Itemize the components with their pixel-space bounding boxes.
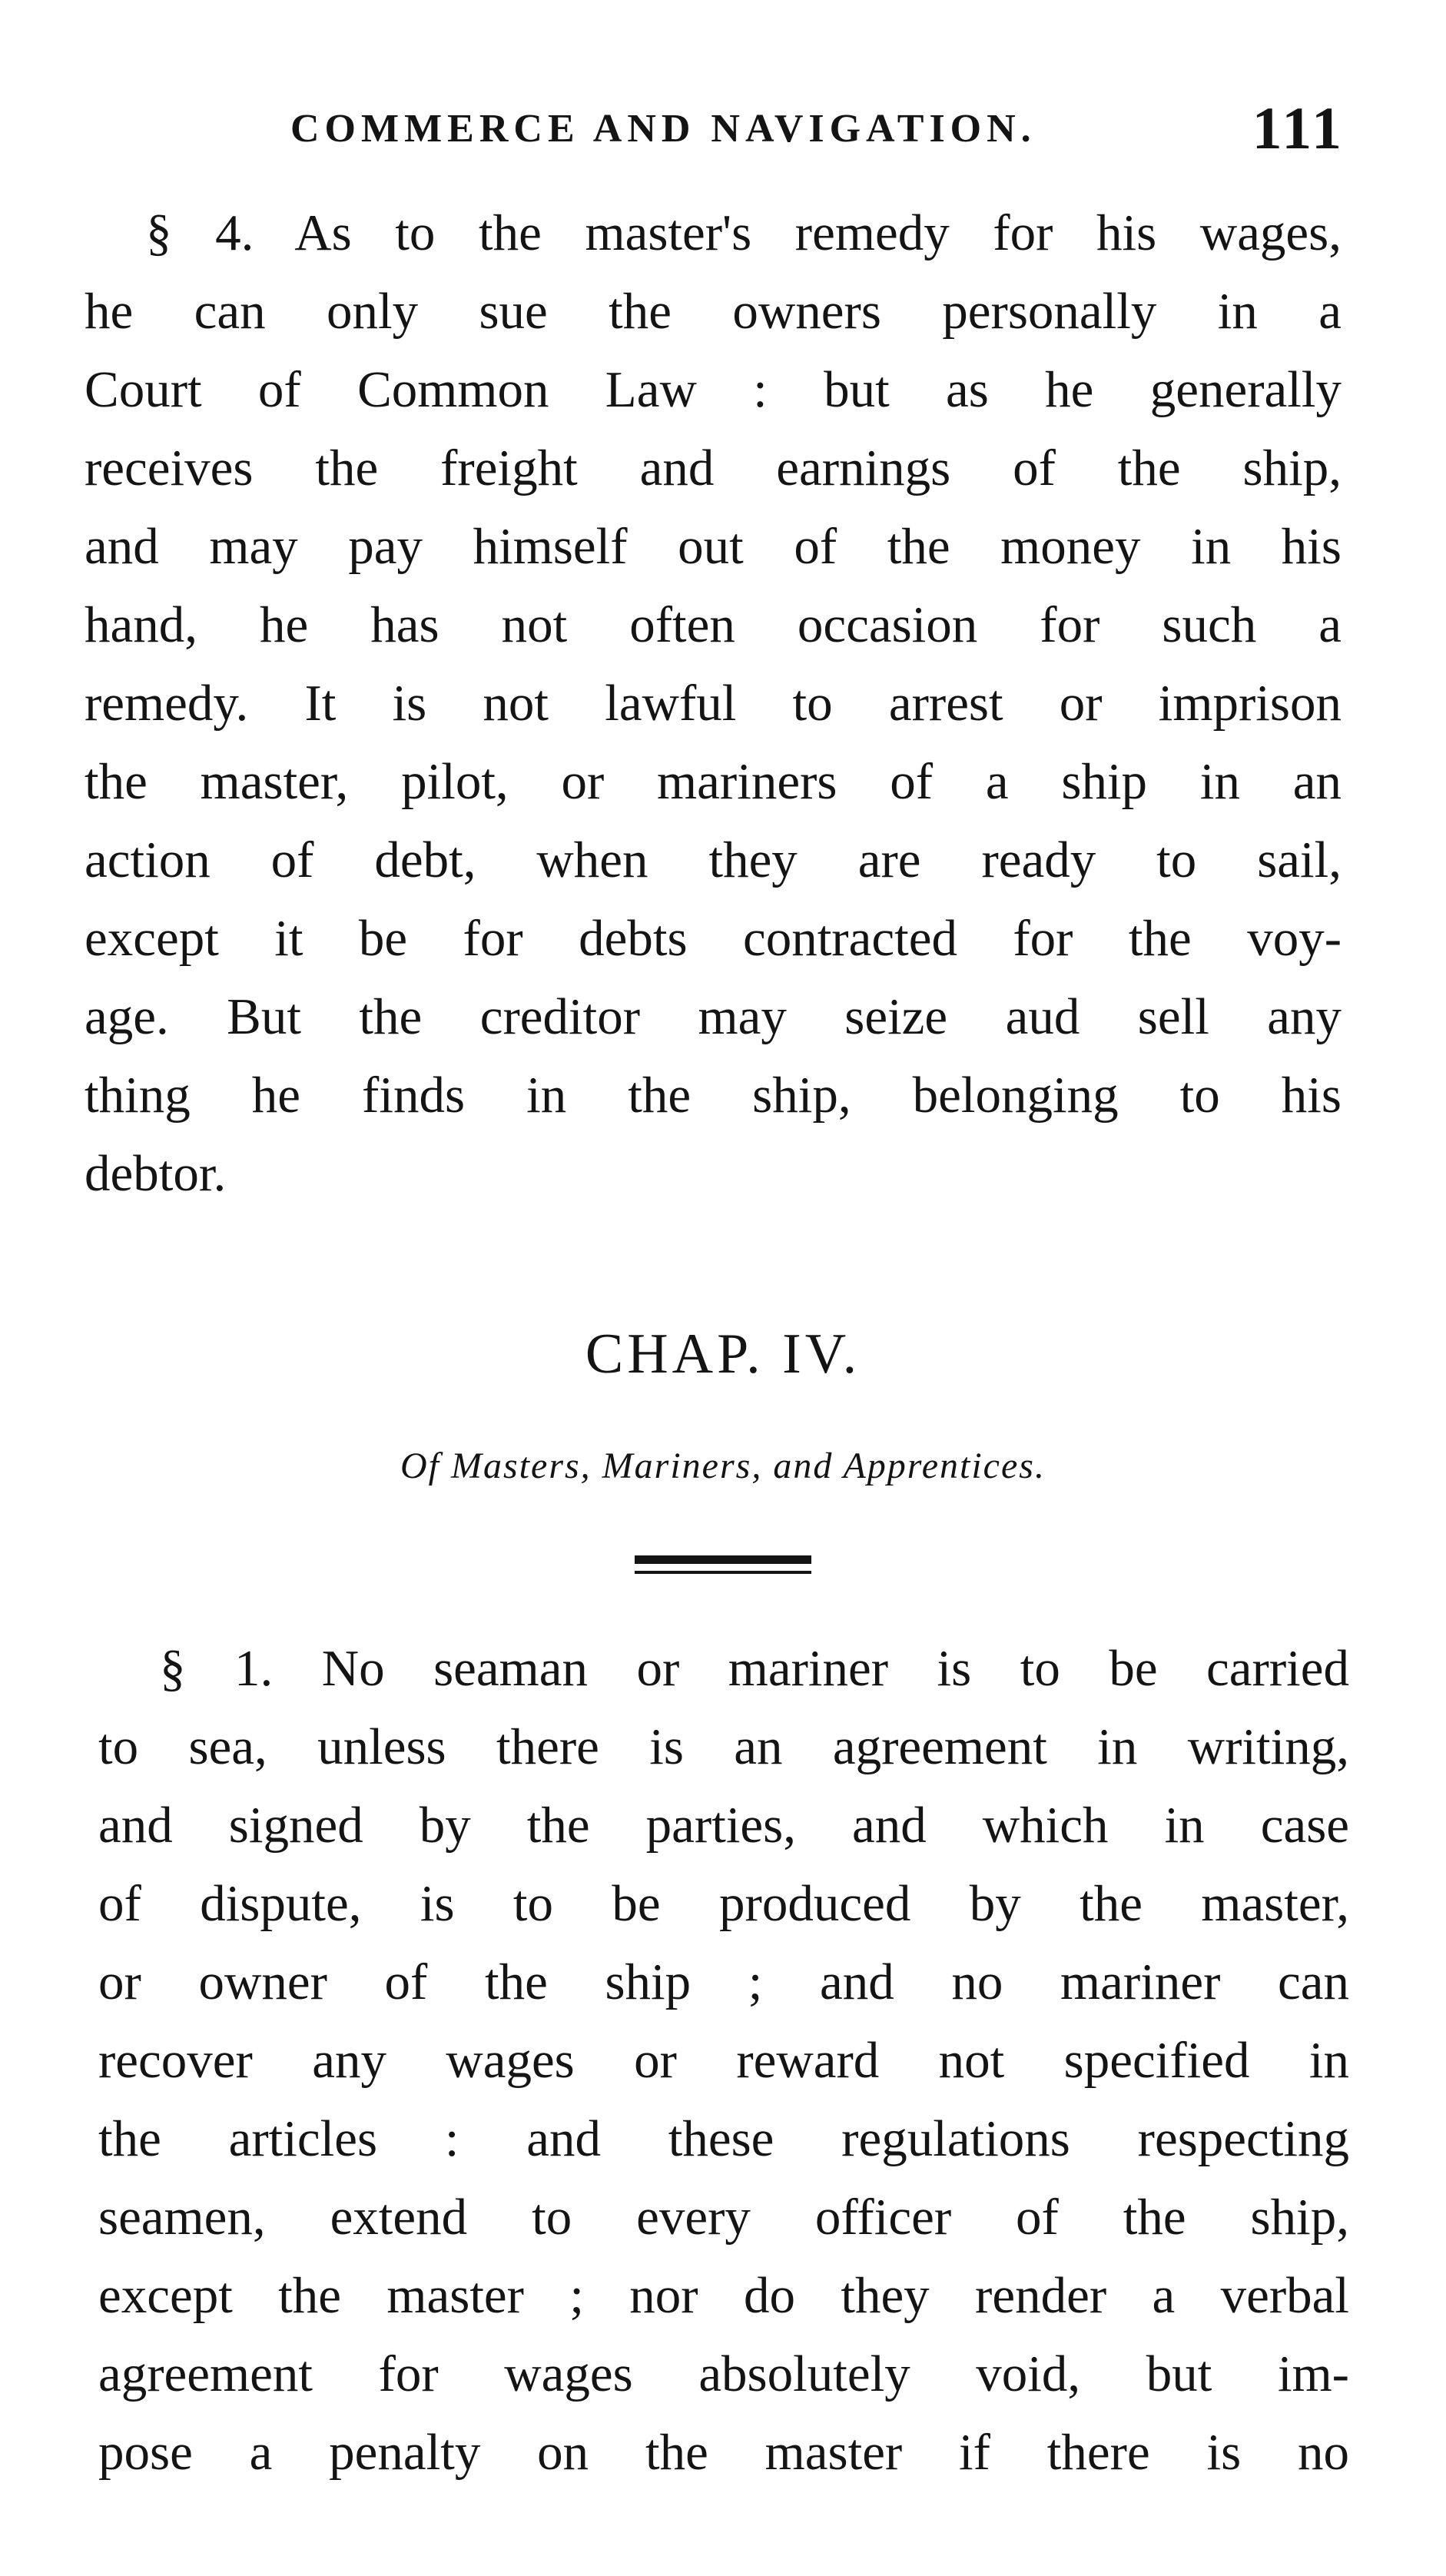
running-header — [85, 94, 1345, 163]
rule-thick-line — [635, 1555, 811, 1564]
text-line: or owner of the ship ; and no mariner can — [98, 1954, 1349, 2010]
chapter-subtitle: Of Masters, Mariners, and Apprentices. — [400, 1446, 1046, 1486]
text-line: pose a penalty on the master if there is no — [98, 2424, 1349, 2481]
rule-thin-line — [635, 1571, 811, 1574]
text-line: Court of Common Law : but as he generally — [85, 361, 1342, 418]
text-line: except the master ; nor do they render a verbal — [98, 2267, 1349, 2324]
text-line: receives the freight and earnings of the ship, — [85, 440, 1342, 496]
double-rule-divider — [635, 1555, 811, 1578]
text-line: and may pay himself out of the money in his — [85, 518, 1342, 575]
text-line: age. But the creditor may seize aud sell any — [85, 988, 1342, 1045]
text-line: the master, pilot, or mariners of a ship in an — [85, 753, 1342, 810]
running-title: COMMERCE AND NAVIGATION. — [290, 107, 1036, 151]
text-line: recover any wages or reward not specified in — [98, 2032, 1349, 2089]
text-line: the articles : and these regulations respecting — [98, 2110, 1349, 2167]
text-line: to sea, unless there is an agreement in writing, — [98, 1718, 1349, 1775]
text-line: debtor. — [85, 1145, 227, 1202]
text-line: agreement for wages absolutely void, but im- — [98, 2345, 1349, 2402]
text-line: seamen, extend to every officer of the ship, — [98, 2189, 1349, 2246]
text-line: he can only sue the owners personally in a — [85, 283, 1342, 340]
paragraph-section-1 — [98, 1629, 1349, 2491]
text-line: except it be for debts contracted for the voy- — [85, 910, 1342, 967]
text-line: § 1. No seaman or mariner is to be carried — [160, 1640, 1349, 1697]
page-number: 111 — [1252, 95, 1345, 161]
text-line: thing he finds in the ship, belonging to his — [85, 1067, 1342, 1124]
text-line: § 4. As to the master's remedy for his wages, — [146, 204, 1342, 261]
chapter-heading: CHAP. IV. — [585, 1323, 861, 1386]
text-line: action of debt, when they are ready to sail, — [85, 832, 1342, 888]
text-line: hand, he has not often occasion for such a — [85, 596, 1342, 653]
text-line: and signed by the parties, and which in case — [98, 1797, 1349, 1854]
text-line: remedy. It is not lawful to arrest or imprison — [85, 675, 1342, 732]
text-line: of dispute, is to be produced by the master, — [98, 1875, 1349, 1932]
paragraph-section-4 — [85, 194, 1342, 1213]
